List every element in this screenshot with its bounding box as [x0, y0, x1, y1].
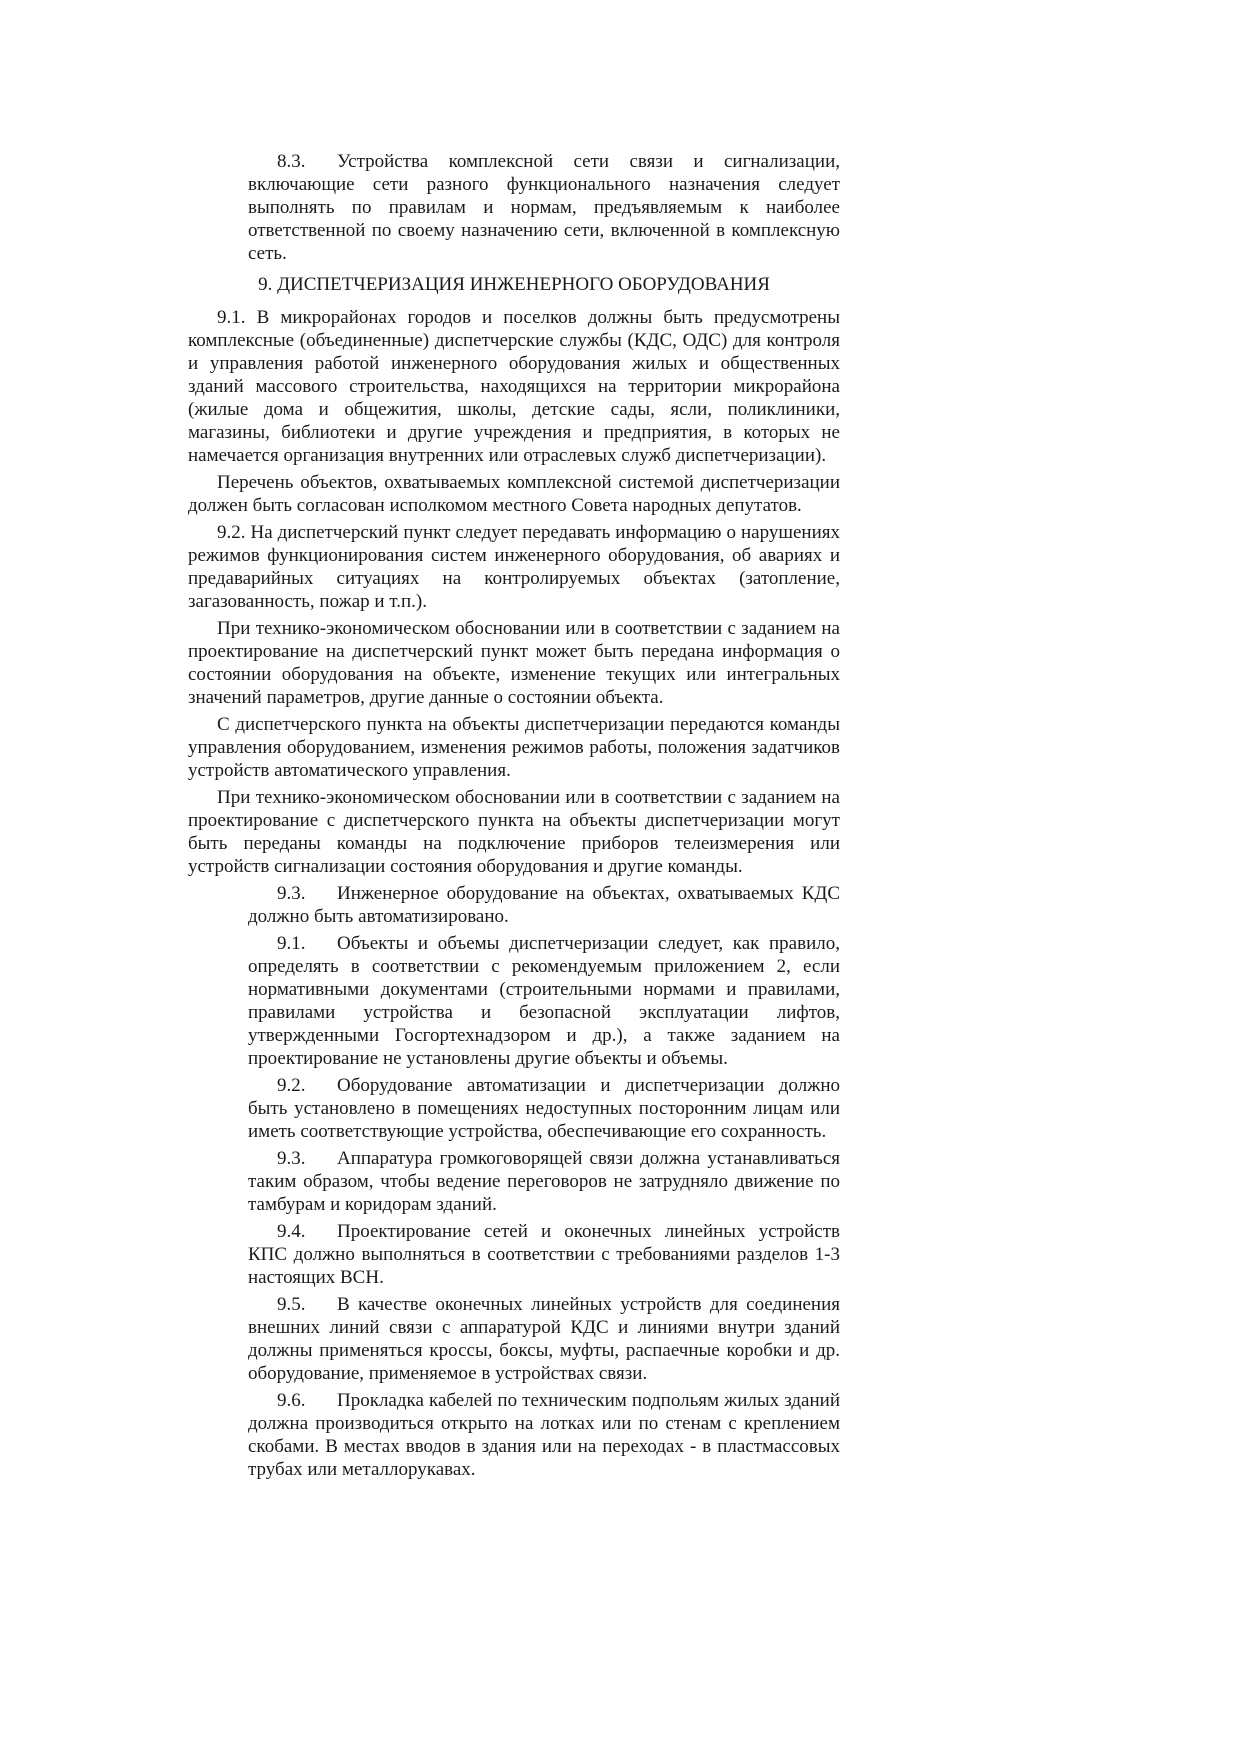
section-9-items	[248, 882, 840, 1481]
clause-number: 9.3.	[277, 883, 306, 904]
clause-text: Устройства комплексной сети связи и сигнализации, включающие сети разного функционального назначения следует выполнять по правилам и нормам, предъявляемым к наиболее ответственной по своему назначению сети, включенной в комплексную сеть.	[248, 151, 840, 264]
clause	[248, 1389, 840, 1481]
clause-8-3	[248, 150, 840, 265]
paragraph: 9.1. В микрорайонах городов и поселков должны быть предусмотрены комплексные (объединенные) диспетчерские службы (КДС, ОДС) для контроля и управления работой инженерного оборудования жилых и общественных зданий массового строительства, находящихся на территории микрорайона (жилые дома и общежития, школы, детские сады, ясли, поликлиники, магазины, библиотеки и другие учреждения и предприятия, в которых не намечается организация внутренних или отраслевых служб диспетчеризации).	[188, 307, 840, 466]
clause-number: 9.6.	[277, 1390, 306, 1411]
clause	[248, 882, 840, 928]
document-page	[188, 150, 840, 1485]
clause	[248, 1147, 840, 1216]
clause-number: 9.3.	[277, 1148, 306, 1169]
clause-number: 9.4.	[277, 1221, 306, 1242]
section-8-tail	[248, 150, 840, 265]
clause	[248, 932, 840, 1070]
clause-number: 9.2.	[277, 1075, 306, 1096]
clause-text: Объекты и объемы диспетчеризации следует, как правило, определять в соответствии с рекомендуемым приложением 2, если нормативными документами (строительными нормами и правилами, правилами устройства и безопасной эксплуатации лифтов, утвержденными Госгортехнадзором и др.), а также заданием на проектирование не установлены другие объекты и объемы.	[248, 933, 840, 1069]
clause-number: 9.5.	[277, 1294, 306, 1315]
clause-text: Прокладка кабелей по техническим подпольям жилых зданий должна производиться открыто на лотках или по стенам с креплением скобами. В местах вводов в здания или на переходах - в пластмассовых трубах или металлорукавах.	[248, 1390, 840, 1480]
paragraph: С диспетчерского пункта на объекты диспетчеризации передаются команды управления оборудованием, изменения режимов работы, положения задатчиков устройств автоматического управления.	[188, 714, 840, 781]
clause-text: Инженерное оборудование на объектах, охватываемых КДС должно быть автоматизировано.	[248, 883, 840, 927]
paragraph: При технико-экономическом обосновании или в соответствии с заданием на проектирование с диспетчерского пункта на объекты диспетчеризации могут быть переданы команды на подключение приборов телеизмерения или устройств сигнализации состояния оборудования и другие команды.	[188, 787, 840, 877]
clause-number: 9.1.	[277, 933, 306, 954]
clause-text: В качестве оконечных линейных устройств для соединения внешних линий связи с аппаратурой КДС и линиями внутри зданий должны применяться кроссы, боксы, муфты, распаечные коробки и др. оборудование, применяемое в устройствах связи.	[248, 1294, 840, 1384]
section-9-body	[188, 306, 840, 878]
clause	[248, 1074, 840, 1143]
paragraph: При технико-экономическом обосновании или в соответствии с заданием на проектирование на диспетчерский пункт может быть передана информация о состоянии оборудования на объекте, изменение текущих или интегральных значений параметров, другие данные о состоянии объекта.	[188, 618, 840, 708]
paragraph: Перечень объектов, охватываемых комплексной системой диспетчеризации должен быть согласован исполкомом местного Совета народных депутатов.	[188, 472, 840, 516]
clause-text: Проектирование сетей и оконечных линейных устройств КПС должно выполняться в соответствии с требованиями разделов 1-3 настоящих ВСН.	[248, 1221, 840, 1288]
clause	[248, 1220, 840, 1289]
section-heading: 9. ДИСПЕТЧЕРИЗАЦИЯ ИНЖЕНЕРНОГО ОБОРУДОВАНИЯ	[258, 274, 770, 295]
clause-number: 8.3.	[277, 151, 306, 172]
clause-text: Оборудование автоматизации и диспетчеризации должно быть установлено в помещениях недоступных посторонним лицам или иметь соответствующие устройства, обеспечивающие его сохранность.	[248, 1075, 840, 1142]
clause	[248, 1293, 840, 1385]
paragraph: 9.2. На диспетчерский пункт следует передавать информацию о нарушениях режимов функционирования систем инженерного оборудования, об авариях и предаварийных ситуациях на контролируемых объектах (затопление, загазованность, пожар и т.п.).	[188, 522, 840, 612]
clause-text: Аппаратура громкоговорящей связи должна устанавливаться таким образом, чтобы ведение переговоров не затрудняло движение по тамбурам и коридорам зданий.	[248, 1148, 840, 1215]
